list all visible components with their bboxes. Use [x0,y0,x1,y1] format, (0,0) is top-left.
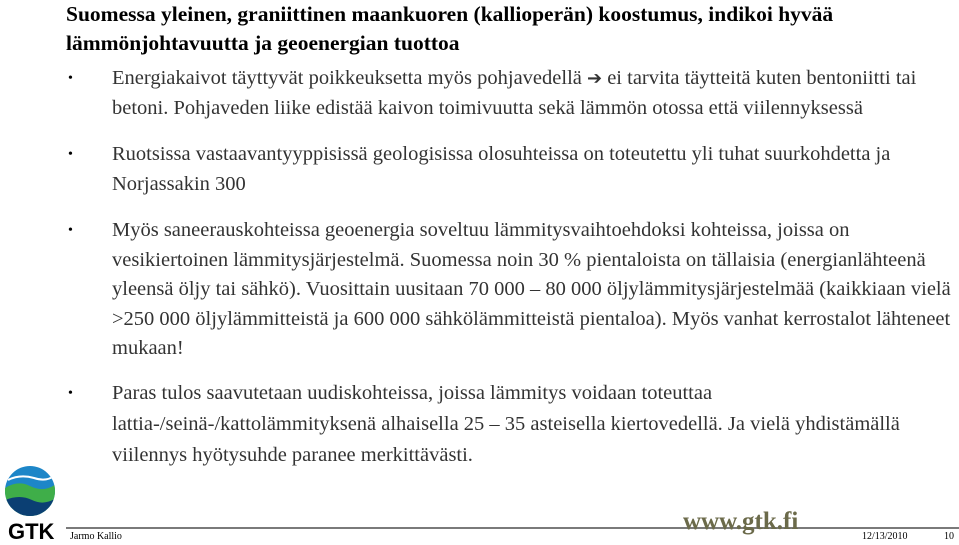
bullet-dot-icon: • [68,71,73,86]
bullet-item [68,378,958,471]
bullet-text-part: Energiakaivot täyttyvät poikkeuksetta myös pohjavedellä [112,67,587,89]
footer-url: www.gtk.fi [683,508,799,535]
bullet-text: Ruotsissa vastaavantyyppisissä geologisissa olosuhteissa on toteutettu yli tuhat suurkohdetta ja Norjassakin 300 [112,143,891,195]
footer-author: Jarmo Kallio [70,531,122,542]
footer-page-number: 10 [944,531,954,542]
bullet-dot-icon: • [68,385,73,401]
footer-date: 12/13/2010 [862,531,908,542]
logo-text: GTK [8,519,55,544]
bullet-dot-icon: • [68,223,73,238]
footer-divider [66,527,959,529]
bullet-text: Paras tulos saavutetaan uudiskohteissa, joissa lämmitys voidaan toteuttaa lattia-/seinä-/kattolämmityksenä alhaisella 25 – 35 asteisella kiertovedellä. Ja vielä yhdistämällä viilennys hyötysuhde paranee merkittävästi. [112,381,900,466]
bullet-item [68,140,958,199]
slide-title: Suomessa yleinen, graniittinen maankuoren (kallioperän) koostumus, indikoi hyvää lämmönjohtavuutta ja geoenergian tuottoa [66,2,834,55]
bullet-list [68,64,958,471]
bullet-text-part: ei tarvita täytteitä kuten bentoniitti tai betoni. Pohjaveden liike edistää kaivon toimivuutta sekä lämmön otossa että viilennyksessä [112,67,917,119]
arrow-right-icon: ➔ [586,68,603,89]
bullet-dot-icon: • [68,147,73,162]
bullet-item [68,216,958,364]
bullet-text: Myös saneerauskohteissa geoenergia soveltuu lämmitysvaihtoehdoksi kohteissa, joissa on vesikiertoinen lämmitysjärjestelmä. Suomessa noin 30 % pientaloista on tällaisia (energianlähteenä yleensä öljy tai sähkö). Vuosittain uusitaan 70 000 – 80 000 öljylämmitysjärjestelmää (kaikkiaan vielä >250 000 öljylämmitteistä ja 600 000 sähkölämmitteistä pientaloa). Myös vanhat kerrostalot lähteneet mukaan! [112,219,951,359]
bullet-item [68,64,958,123]
